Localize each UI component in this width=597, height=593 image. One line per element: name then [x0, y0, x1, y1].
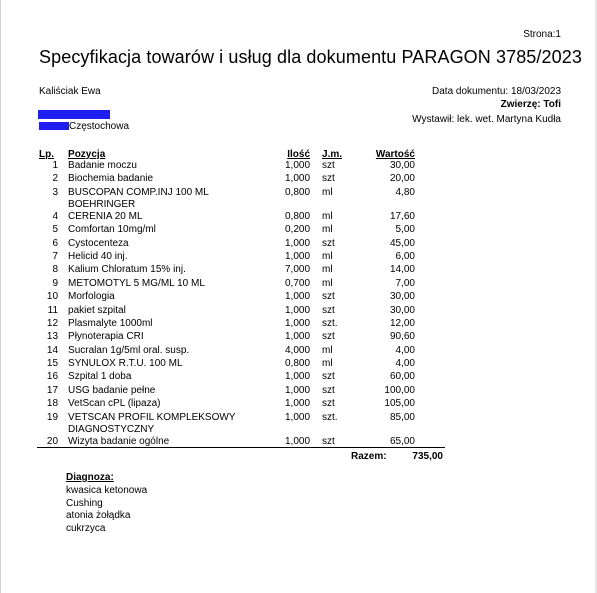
row-name: Płynoterapia CRI — [68, 331, 144, 343]
table-row — [37, 224, 445, 237]
row-unit: ml — [322, 277, 333, 289]
row-lp: 20 — [46, 435, 59, 447]
table-row — [37, 160, 445, 173]
diagnosis-list — [66, 485, 147, 535]
row-qty: 1,000 — [284, 317, 311, 329]
row-unit: ml — [322, 210, 333, 222]
row-unit: ml — [322, 186, 333, 198]
row-unit: ml — [322, 344, 333, 356]
page-number: Strona:1 — [523, 29, 561, 40]
row-lp: 15 — [46, 358, 59, 370]
row-name: USG badanie pełne — [68, 384, 156, 396]
row-name: Biochemia badanie — [68, 173, 154, 185]
row-value: 17,60 — [389, 210, 415, 222]
table-row — [37, 412, 445, 436]
table-row — [37, 305, 445, 318]
row-qty: 0,700 — [284, 277, 311, 289]
row-value: 30,00 — [389, 160, 415, 171]
row-unit: ml — [322, 358, 333, 370]
row-unit: szt — [322, 160, 335, 171]
total-label: Razem: — [351, 451, 387, 462]
row-unit: szt — [322, 237, 335, 249]
table-row — [37, 291, 445, 304]
header-qty: Ilość — [287, 149, 311, 160]
issuer: Wystawił: lek. wet. Martyna Kudła — [412, 114, 561, 125]
document-date: Data dokumentu: 18/03/2023 — [432, 86, 561, 97]
items-table — [37, 146, 445, 449]
row-value: 4,00 — [395, 344, 415, 356]
row-unit: szt — [322, 435, 335, 447]
row-lp: 18 — [46, 398, 59, 410]
row-lp: 9 — [52, 277, 59, 289]
row-unit: szt — [322, 371, 335, 383]
table-row — [37, 264, 445, 277]
row-name: Plasmalyte 1000ml — [68, 317, 153, 329]
row-value: 60,00 — [389, 371, 415, 383]
row-qty: 0,800 — [284, 358, 311, 370]
diagnosis-title: Diagnoza: — [66, 472, 114, 483]
client-name: Kaliściak Ewa — [39, 86, 101, 97]
table-row — [37, 345, 445, 358]
row-value: 6,00 — [395, 250, 415, 262]
animal-name: Zwierzę: Tofi — [500, 99, 561, 110]
table-row — [37, 318, 445, 331]
row-unit: szt — [322, 398, 335, 410]
row-qty: 1,000 — [284, 291, 311, 303]
row-unit: szt. — [322, 411, 338, 423]
table-row — [37, 385, 445, 398]
table-row — [37, 251, 445, 264]
header-name: Pozycja — [68, 149, 106, 160]
table-row — [37, 331, 445, 344]
row-value: 7,00 — [395, 277, 415, 289]
row-qty: 7,000 — [284, 264, 311, 276]
row-lp: 1 — [52, 160, 59, 171]
table-header-row — [37, 146, 445, 160]
row-lp: 4 — [52, 210, 59, 222]
row-value: 45,00 — [389, 237, 415, 249]
row-name-line: DIAGNOSTYCZNY — [68, 423, 155, 435]
row-name — [66, 412, 264, 436]
row-lp: 6 — [52, 237, 59, 249]
row-lp: 16 — [46, 371, 59, 383]
row-name: Cystocenteza — [68, 237, 129, 249]
row-name: Comfortan 10mg/ml — [68, 224, 156, 236]
row-value: 5,00 — [395, 224, 415, 236]
total-divider — [37, 447, 445, 448]
diagnosis-item: kwasica ketonowa — [66, 485, 148, 496]
row-qty: 1,000 — [284, 304, 311, 316]
table-row — [37, 211, 445, 224]
row-lp: 14 — [46, 344, 59, 356]
row-unit: szt. — [322, 317, 338, 329]
row-name: Sucralan 1g/5ml oral. susp. — [68, 344, 190, 356]
row-qty: 1,000 — [284, 250, 311, 262]
row-qty: 0,800 — [284, 186, 311, 198]
row-name: SYNULOX R.T.U. 100 ML — [68, 358, 183, 370]
row-name: METOMOTYL 5 MG/ML 10 ML — [68, 277, 205, 289]
table-row — [37, 238, 445, 251]
row-lp: 12 — [46, 317, 59, 329]
row-unit: szt — [322, 173, 335, 185]
row-qty: 1,000 — [284, 371, 311, 383]
row-qty: 4,000 — [284, 344, 311, 356]
table-row — [37, 358, 445, 371]
row-value: 4,80 — [395, 186, 415, 198]
row-lp: 8 — [52, 264, 59, 276]
row-value: 85,00 — [389, 411, 415, 423]
row-lp: 3 — [52, 186, 59, 198]
row-unit: szt — [322, 304, 335, 316]
diagnosis-item: cukrzyca — [66, 522, 106, 534]
row-lp: 11 — [47, 304, 59, 316]
row-lp: 17 — [46, 384, 59, 396]
row-lp: 5 — [52, 224, 59, 236]
row-value: 105,00 — [384, 398, 415, 410]
row-value: 12,00 — [389, 317, 415, 329]
client-city: Częstochowa — [69, 121, 130, 132]
table-row — [37, 398, 445, 411]
row-name: VetScan cPL (lipaza) — [68, 398, 161, 410]
table-row — [37, 173, 445, 186]
row-value: 4,00 — [395, 358, 415, 370]
row-lp: 10 — [46, 291, 59, 303]
row-name: Szpital 1 doba — [68, 371, 132, 383]
row-name: Morfologia — [68, 291, 115, 303]
row-qty: 0,800 — [284, 210, 311, 222]
row-unit: szt — [322, 291, 335, 303]
row-name: pakiet szpital — [68, 304, 126, 316]
row-name: Badanie moczu — [68, 160, 137, 171]
row-value: 90,60 — [389, 331, 415, 343]
row-name: Helicid 40 inj. — [68, 250, 128, 262]
row-lp: 13 — [46, 331, 59, 343]
row-unit: ml — [322, 264, 333, 276]
row-lp: 19 — [46, 411, 59, 423]
table-row — [37, 371, 445, 384]
row-qty: 1,000 — [284, 435, 311, 447]
row-unit: szt — [322, 384, 335, 396]
row-value: 100,00 — [384, 384, 415, 396]
diagnosis-item: Cushing — [66, 497, 103, 509]
total-value: 735,00 — [412, 451, 443, 462]
header-value: Wartość — [375, 149, 415, 160]
row-qty: 1,000 — [284, 237, 311, 249]
document-title: Specyfikacja towarów i usług dla dokumentu PARAGON 3785/2023 — [39, 47, 582, 67]
row-name: BUSCOPAN COMP.INJ 100 ML BOEHRINGER — [68, 186, 209, 210]
row-qty: 1,000 — [284, 160, 311, 171]
header-lp: Lp. — [39, 149, 54, 160]
row-name: Wizyta badanie ogólne — [68, 435, 170, 447]
row-value: 65,00 — [389, 435, 415, 447]
row-qty: 1,000 — [284, 384, 311, 396]
row-value: 14,00 — [389, 264, 415, 276]
row-unit: ml — [322, 224, 333, 236]
row-qty: 0,200 — [284, 224, 311, 236]
row-lp: 7 — [52, 250, 59, 262]
row-unit: szt — [322, 331, 335, 343]
client-address — [39, 121, 129, 132]
row-name-line: VETSCAN PROFIL KOMPLEKSOWY — [68, 411, 236, 423]
header-unit: J.m. — [322, 149, 343, 160]
table-row — [37, 187, 445, 211]
row-unit: ml — [322, 250, 333, 262]
row-name: Kalium Chloratum 15% inj. — [68, 264, 186, 276]
redacted-postal-code — [39, 122, 69, 130]
table-row — [37, 278, 445, 291]
row-qty: 1,000 — [284, 331, 311, 343]
row-qty: 1,000 — [284, 398, 311, 410]
redacted-address — [38, 110, 110, 119]
row-lp: 2 — [52, 173, 59, 185]
diagnosis-item: atonia żołądka — [66, 510, 131, 521]
row-value: 30,00 — [389, 291, 415, 303]
row-qty: 1,000 — [284, 411, 311, 423]
row-value: 20,00 — [389, 173, 415, 185]
row-name: CERENIA 20 ML — [68, 210, 143, 222]
row-value: 30,00 — [389, 304, 415, 316]
row-qty: 1,000 — [284, 173, 311, 185]
